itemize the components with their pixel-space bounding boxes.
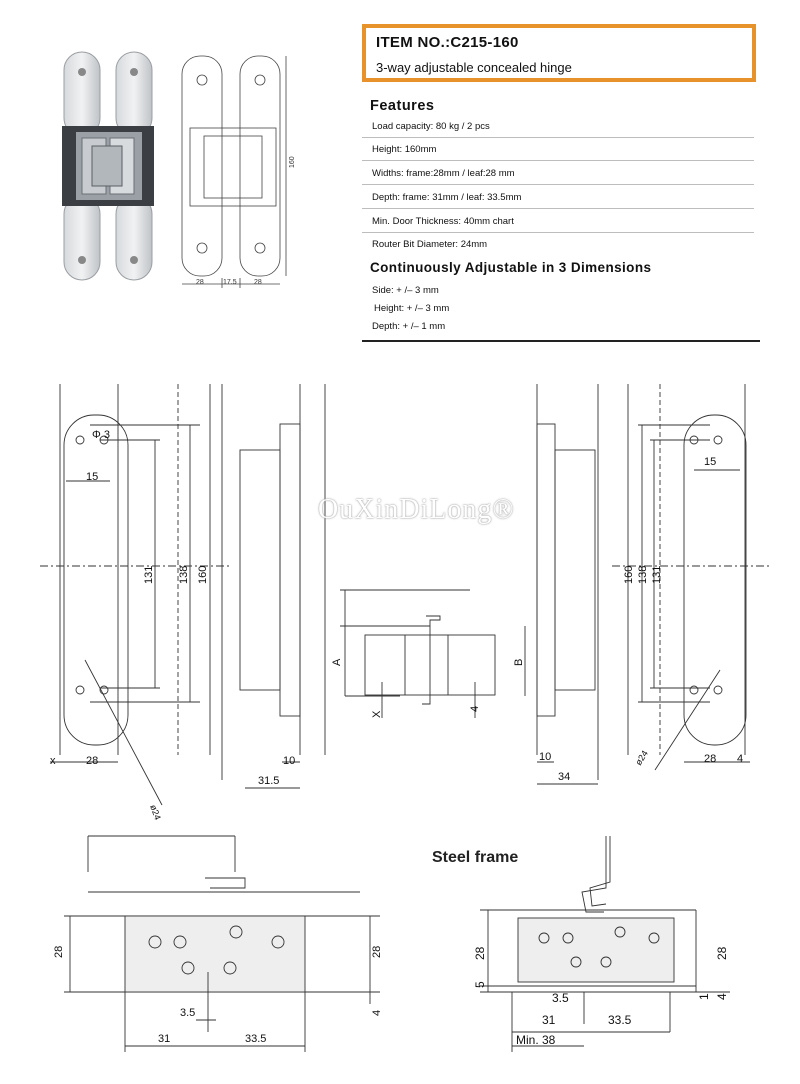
bl-dim-28b: 28 [371, 945, 383, 958]
feature-text: Widths: frame:28mm / leaf:28 mm [372, 168, 515, 179]
technical-drawing [0, 370, 800, 830]
bl-dim-335: 33.5 [245, 1033, 267, 1045]
dim-131-left: 131 [143, 565, 155, 584]
dim-28-right: 28 [704, 753, 717, 765]
thumb-dim-28a: 28 [196, 279, 204, 286]
br-dim-1: 1 [697, 993, 711, 1000]
thumb-dim-160: 160 [289, 156, 296, 168]
bl-dim-4: 4 [371, 1009, 383, 1016]
dim-160-left: 160 [197, 565, 209, 584]
dim-a: A [331, 658, 343, 666]
br-dim-28b: 28 [715, 946, 729, 960]
br-min-38: Min. 38 [516, 1033, 556, 1047]
feature-row [362, 210, 754, 233]
feature-text: Router Bit Diameter: 24mm [372, 239, 488, 250]
section-drawing-right [420, 832, 780, 1060]
br-dim-31: 31 [542, 1013, 556, 1027]
feature-text: Height: 160mm [372, 144, 437, 155]
feature-text: Load capacity: 80 kg / 2 pcs [372, 121, 490, 132]
dim-4-center: 4 [469, 705, 481, 712]
feature-row [362, 186, 754, 209]
br-dim-5: 5 [473, 981, 487, 988]
dim-4-right: 4 [737, 753, 744, 765]
br-dim-28a: 28 [473, 946, 487, 960]
adjust-heading: Continuously Adjustable in 3 Dimensions [370, 260, 652, 275]
bl-dim-28a: 28 [53, 945, 65, 958]
dim-10-right: 10 [539, 751, 552, 763]
section-rule [362, 340, 760, 342]
watermark: OuXinDiLong® [318, 494, 515, 525]
item-number: ITEM NO.:C215-160 [376, 34, 519, 51]
feature-row [362, 162, 754, 185]
br-dim-35: 3.5 [552, 991, 569, 1005]
hinge-photo [58, 50, 164, 282]
thumb-dim-28b: 28 [254, 279, 262, 286]
dim-15-right: 15 [704, 456, 717, 468]
dim-x-center: X [371, 710, 383, 718]
feature-row [362, 233, 754, 256]
br-dim-335: 33.5 [608, 1013, 632, 1027]
adjust-row: Height: + /– 3 mm [374, 303, 450, 314]
feature-text: Min. Door Thickness: 40mm chart [372, 216, 514, 227]
dim-24-right: ø24 [633, 748, 650, 768]
dim-138-left: 138 [178, 565, 190, 584]
thumb-drawing [176, 52, 300, 290]
bl-dim-35: 3.5 [180, 1007, 196, 1019]
section-drawing-left [40, 832, 400, 1060]
bl-dim-31: 31 [158, 1033, 171, 1045]
feature-row [362, 138, 754, 161]
features-heading: Features [370, 98, 435, 114]
dim-10-left: 10 [283, 755, 296, 767]
dim-b: B [513, 658, 525, 666]
dim-x-left: x [50, 755, 56, 767]
adjust-row: Depth: + /– 1 mm [372, 321, 446, 332]
feature-text: Depth: frame: 31mm / leaf: 33.5mm [372, 192, 522, 203]
dim-15-left: 15 [86, 471, 99, 483]
item-box [362, 24, 756, 82]
item-subtitle: 3-way adjustable concealed hinge [376, 60, 572, 75]
dim-31-5: 31.5 [258, 775, 280, 787]
br-dim-4: 4 [715, 993, 729, 1000]
dim-131-right: 131 [651, 565, 663, 584]
dim-138-right: 138 [637, 565, 649, 584]
thumb-dim-175: 17.5 [223, 279, 237, 286]
adjust-row: Side: + /– 3 mm [372, 285, 439, 296]
dim-28-left: 28 [86, 755, 99, 767]
steel-frame-title: Steel frame [432, 849, 519, 866]
dim-hole: Φ 3 [92, 429, 110, 441]
dim-34: 34 [558, 771, 571, 783]
dim-24-left: ø24 [148, 803, 163, 822]
dim-160-right: 160 [623, 565, 635, 584]
feature-row [362, 115, 754, 138]
